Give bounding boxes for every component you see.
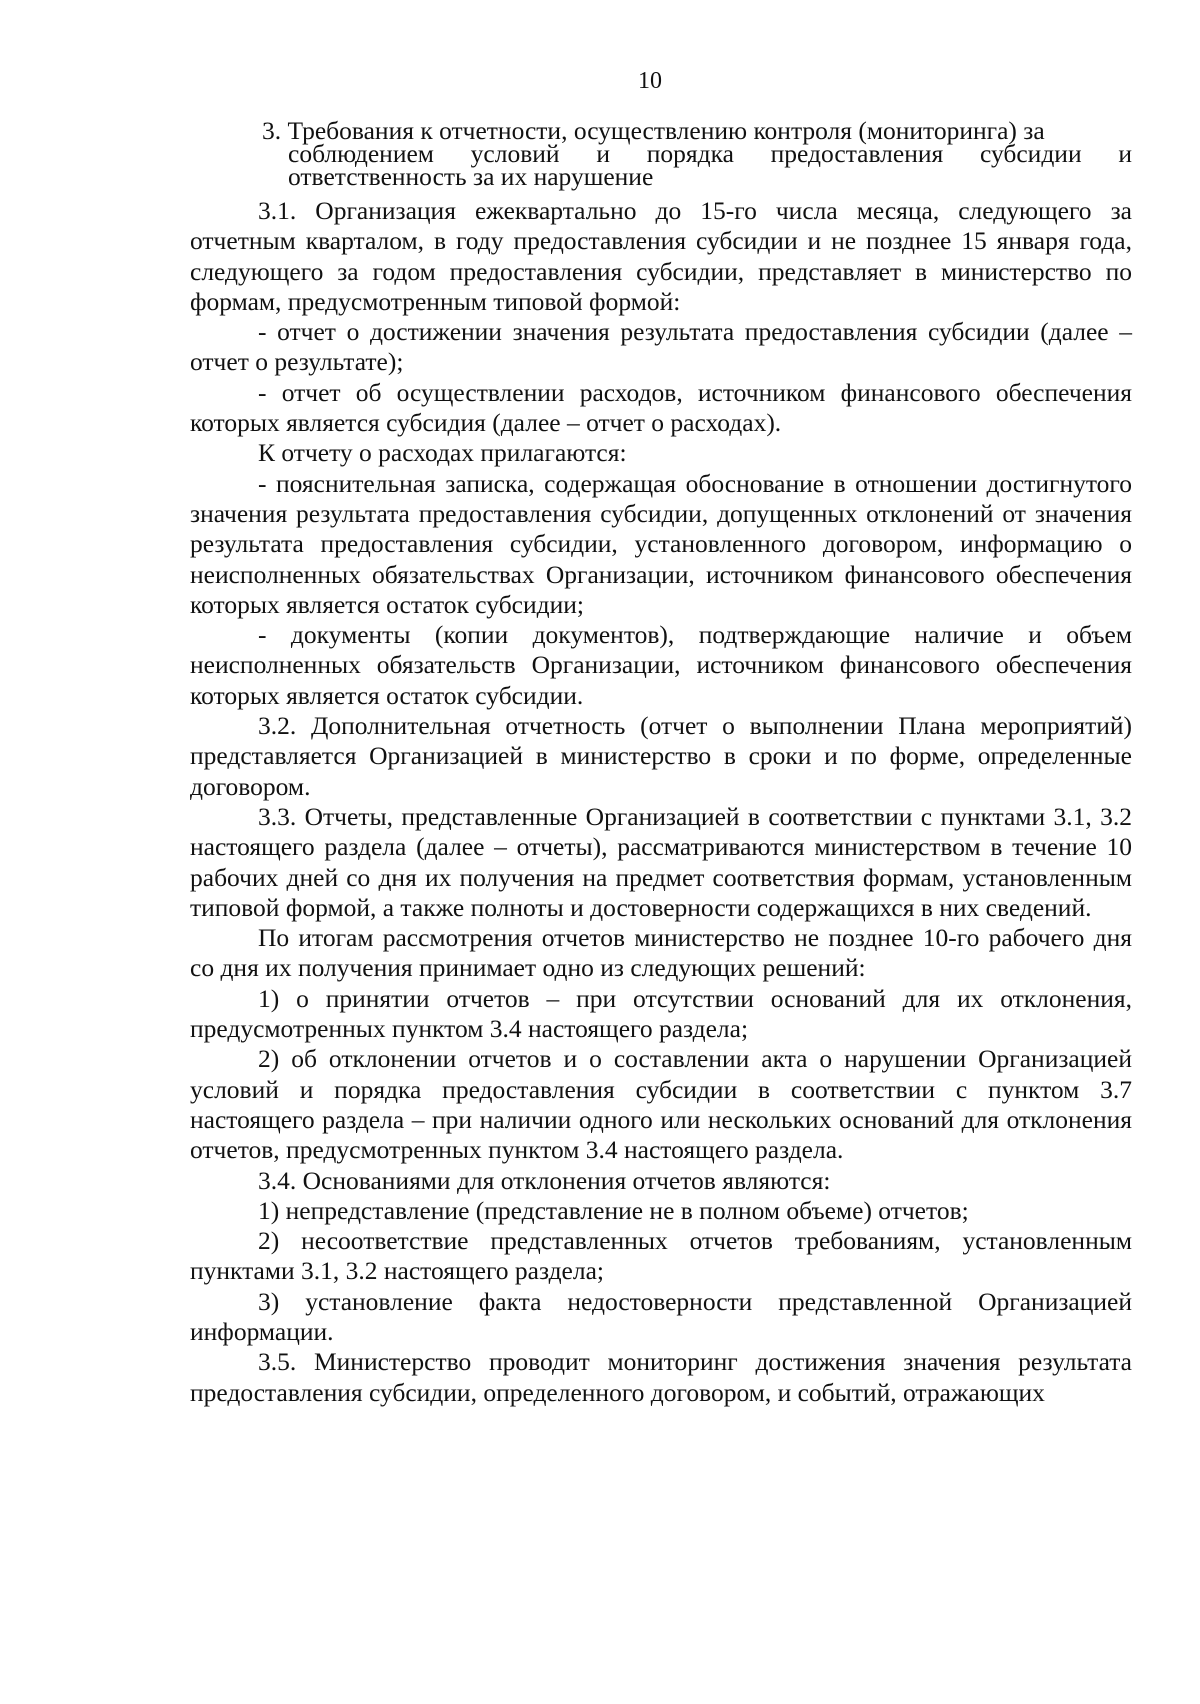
section-heading-line-3: ответственность за их нарушение xyxy=(288,162,654,191)
paragraph-report-result: - отчет о достижении значения результата предоставления субсидии (далее – отчет о результате); xyxy=(190,317,1132,377)
paragraph-decision-2: 2) об отклонении отчетов и о составлении акта о нарушении Организацией условий и порядка предоставления субсидии в соответствии с пунктом 3.7 настоящего раздела – при наличии одного или нескольких оснований для отклонения отчетов, предусмотренных пунктом 3.4 настоящего раздела. xyxy=(190,1044,1132,1165)
paragraph-review-results: По итогам рассмотрения отчетов министерство не позднее 10-го рабочего дня со дня их получения принимает одно из следующих решений: xyxy=(190,923,1132,983)
paragraph-documents: - документы (копии документов), подтверждающие наличие и объем неисполненных обязательств Организации, источником финансового обеспечения которых является остаток субсидии. xyxy=(190,620,1132,710)
paragraph-3-3: 3.3. Отчеты, представленные Организацией в соответствии с пунктами 3.1, 3.2 настоящего раздела (далее – отчеты), рассматриваются министерством в течение 10 рабочих дней со дня их получения на предмет соответствия формам, установленным типовой формой, а также полноты и достоверности содержащихся в них сведений. xyxy=(190,801,1132,922)
section-heading xyxy=(258,116,1132,191)
paragraph-3-4: 3.4. Основаниями для отклонения отчетов являются: xyxy=(258,1165,831,1195)
paragraph-3-5: 3.5. Министерство проводит мониторинг достижения значения результата предоставления субсидии, определенного договором, и событий, отражающих xyxy=(190,1347,1132,1407)
paragraph-ground-1: 1) непредставление (представление не в полном объеме) отчетов; xyxy=(258,1195,969,1225)
section-heading-line-1: 3. Требования к отчетности, осуществлению контроля (мониторинга) за xyxy=(262,116,1045,145)
section-heading-line-2: соблюдением условий и порядка предоставления субсидии и xyxy=(288,139,1132,168)
paragraph-ground-2: 2) несоответствие представленных отчетов требованиям, установленным пунктами 3.1, 3.2 настоящего раздела; xyxy=(190,1226,1132,1286)
page-number: 10 xyxy=(638,68,662,94)
paragraph-decision-1: 1) о принятии отчетов – при отсутствии оснований для их отклонения, предусмотренных пунктом 3.4 настоящего раздела; xyxy=(190,983,1132,1044)
paragraph-explanatory-note: - пояснительная записка, содержащая обоснование в отношении достигнутого значения результата предоставления субсидии, допущенных отклонений от значения результата предоставления субсидии, установленного договором, информацию о неисполненных обязательствах Организации, источником финансового обеспечения которых является остаток субсидии; xyxy=(190,468,1132,619)
paragraph-3-1: 3.1. Организация ежеквартально до 15-го числа месяца, следующего за отчетным кварталом, в году предоставления субсидии и не позднее 15 января года, следующего за годом предоставления субсидии, представляет в министерство по формам, предусмотренным типовой формой: xyxy=(190,196,1132,316)
document-body xyxy=(190,196,1132,1408)
paragraph-attachments-intro: К отчету о расходах прилагаются: xyxy=(258,438,627,468)
paragraph-3-2: 3.2. Дополнительная отчетность (отчет о выполнении Плана мероприятий) представляется Организацией в министерство в сроки и по форме, определенные договором. xyxy=(190,711,1132,801)
paragraph-report-expenses: - отчет об осуществлении расходов, источником финансового обеспечения которых является субсидия (далее – отчет о расходах). xyxy=(190,377,1132,438)
paragraph-ground-3: 3) установление факта недостоверности представленной Организацией информации. xyxy=(190,1286,1132,1346)
